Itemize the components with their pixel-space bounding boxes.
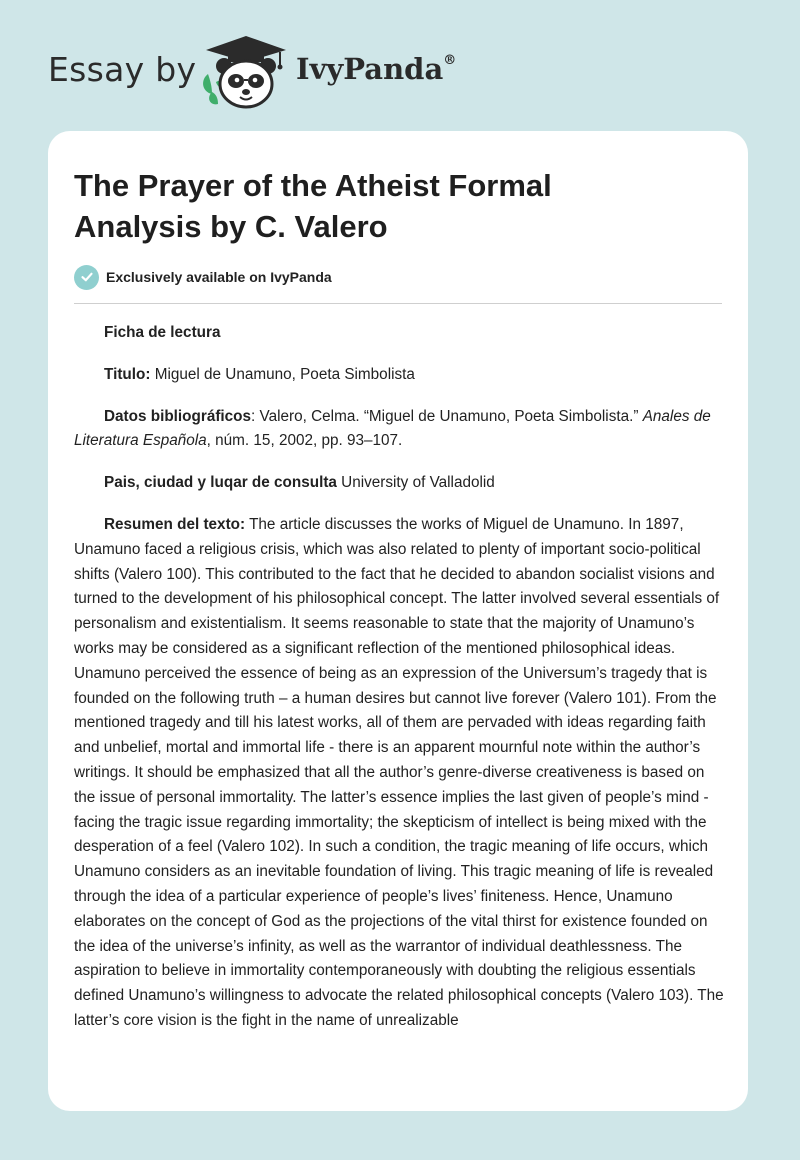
brand-text: IvyPanda (296, 52, 444, 86)
registered-mark: ® (443, 53, 457, 69)
datos-rest: , núm. 15, 2002, pp. 93–107. (206, 432, 403, 450)
paragraph-datos (74, 405, 724, 455)
resumen-value: The article discusses the works of Miguel de Unamuno. In 1897, Unamuno faced a religious crisis, which was also related to plenty of important socio-political shifts (Valero 100). This contributed to the fact that he decided to abandon socialist visions and turned to the development of his philosophical concept. The latter involved several essentials of personalism and existentialism. It seems reasonable to state that the majority of Unamuno’s works may be considered as a significant reflection of the mentioned philosophical ideas. Unamuno perceived the essence of being as an expression of the Universum’s tragedy that is founded on the following truth – a human desires but cannot live forever (Valero 101). From the mentioned tragedy and till his latest works, all of them are pervaded with ideas regarding faith and unbelief, mortal and immortal life - there is an apparent mournful note within the author’s writings. It should be emphasized that all the author’s genre-diverse creativeness is based on the issue of personal immortality. The latter’s essence implies the last given of people’s mind - facing the tragic issue regarding immortality; the skepticism of intellect is being mixed with the desperation of a feel (Valero 102). In such a condition, the tragic meaning of life occurs, which Unamuno considers as an inevitable foundation of living. This tragic meaning of life is revealed through the idea of a particular experience of people’s lives’ finiteness. Hence, Unamuno elaborates on the concept of God as the projections of the vital thirst for existence founded on the idea of the universe’s infinity, as well as the warrantor of individual deathlessness. The aspiration to believe in immortality contemporaneously with doubting the religious essentials defined Unamuno’s willingness to advocate the related philosophical concepts (Valero 103). The latter’s core vision is the fight in the name of unrealizable (74, 515, 724, 1029)
check-icon (74, 265, 99, 290)
pais-label: Pais, ciudad y luqar de consulta (104, 474, 337, 492)
pais-value: University of Valladolid (336, 474, 495, 492)
datos-label: Datos bibliográficos (104, 407, 252, 425)
titulo-label: Titulo: (104, 365, 151, 383)
resumen-label: Resumen del texto: (104, 515, 246, 533)
ficha-heading: Ficha de lectura (104, 324, 221, 341)
exclusive-badge (74, 264, 332, 290)
panda-logo-icon[interactable] (200, 34, 292, 110)
datos-journal: Anales de Literatura Española (74, 407, 711, 450)
paragraph-titulo (74, 363, 724, 388)
paragraph-resumen (74, 513, 724, 1034)
essay-card (48, 131, 748, 1111)
exclusive-label: Exclusively available on IvyPanda (106, 269, 332, 285)
titulo-value: Miguel de Unamuno, Poeta Simbolista (150, 365, 415, 383)
brand-name[interactable] (296, 52, 456, 86)
divider (74, 303, 722, 304)
essay-title: The Prayer of the Atheist Formal Analysis by C. Valero (74, 168, 552, 244)
essay-by-label: Essay by (48, 50, 197, 89)
essay-body (74, 321, 724, 1051)
datos-value: : Valero, Celma. “Miguel de Unamuno, Poeta Simbolista.” (251, 407, 643, 425)
site-header (0, 0, 800, 130)
paragraph-ficha (74, 321, 724, 346)
paragraph-pais (74, 471, 724, 496)
